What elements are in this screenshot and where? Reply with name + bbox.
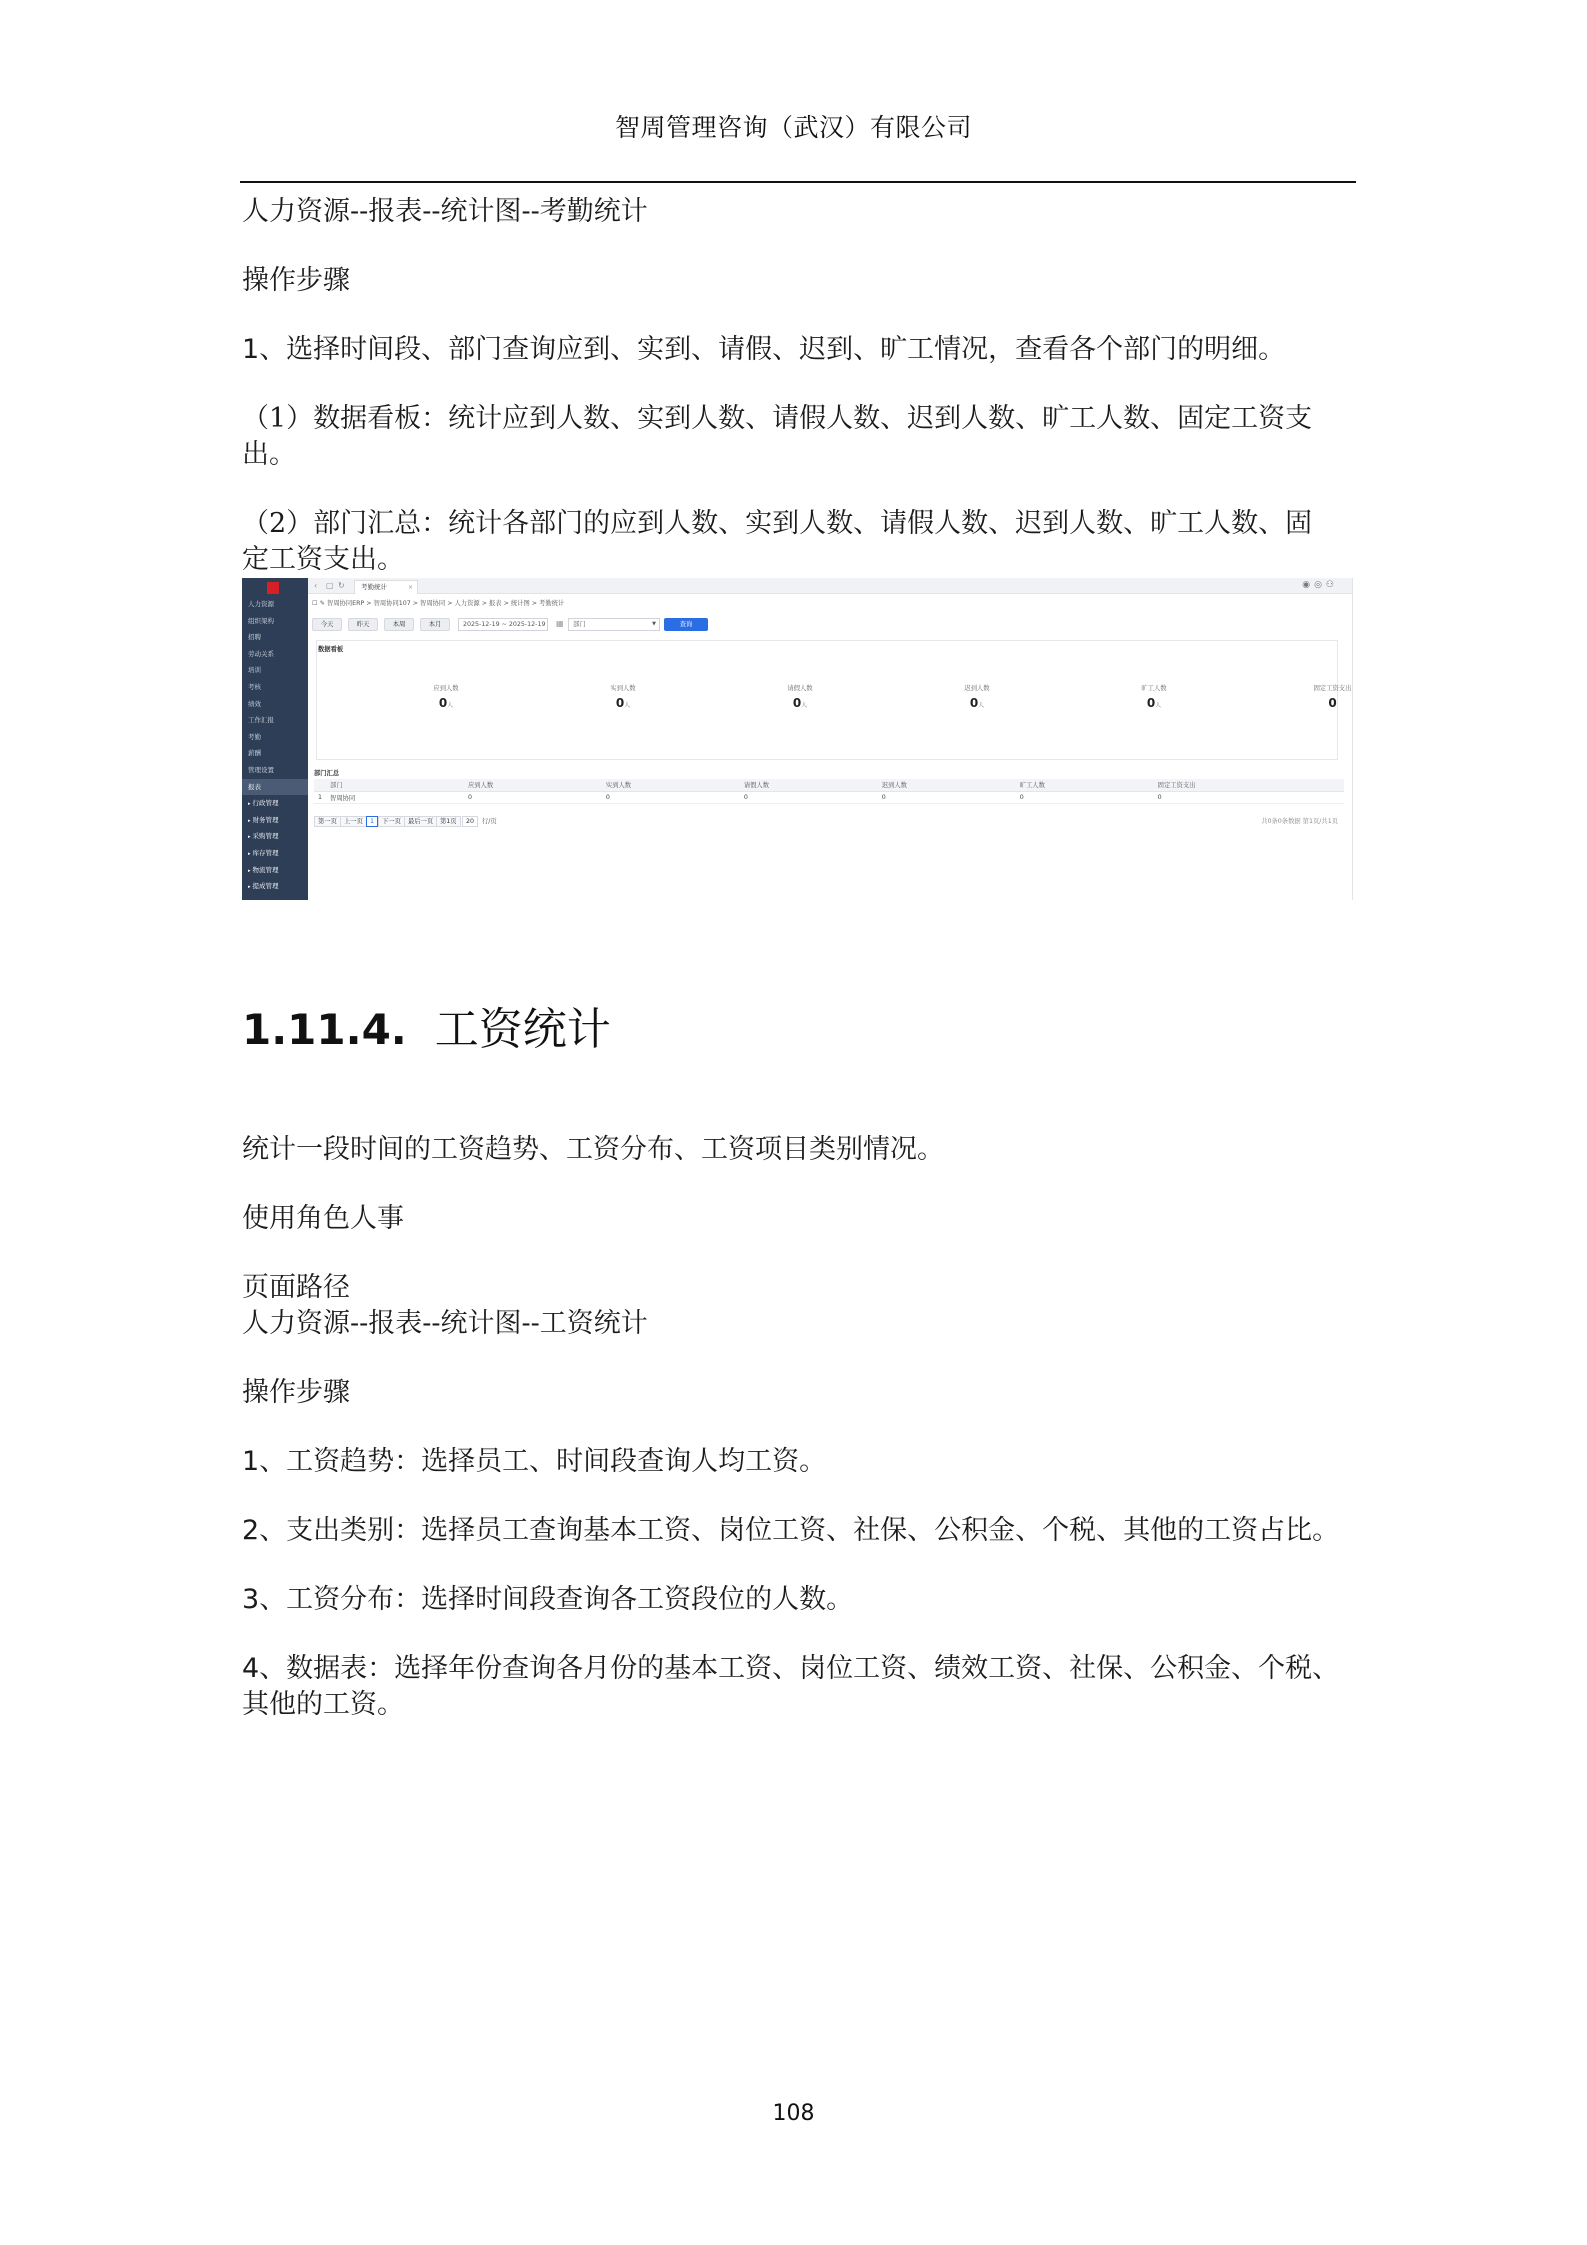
this-month-button[interactable]: 本月 (420, 618, 450, 631)
table-cell: 0 (740, 791, 878, 803)
sidebar-item[interactable]: 薪酬 (248, 749, 261, 758)
refresh-icon[interactable]: ↻ (338, 581, 345, 590)
pagination-info: 共0条0条数据 第1页/共1页 (1261, 818, 1338, 825)
step-text: 、工资分布：选择时间段查询各工资段位的人数。 (259, 1584, 854, 1615)
stat-label: 旷工人数 (1141, 685, 1167, 692)
table-cell: 0 (464, 791, 602, 803)
path-title: 页面路径 (242, 1272, 350, 1303)
step-text: 、数据表：选择年份查询各月份的基本工资、岗位工资、绩效工资、社保、公积金、个税、 (259, 1653, 1340, 1684)
department-select[interactable] (568, 618, 660, 631)
stat-card (740, 683, 860, 714)
data-board-title: 数据看板 (318, 646, 344, 653)
page-select[interactable]: 第1页 (436, 816, 461, 827)
step-text: 、选择时间段、部门查询应到、实到、请假、迟到、旷工情况，查看各个部门的明细。 (259, 334, 1286, 365)
step-number: 1 (242, 334, 260, 365)
sidebar-item[interactable]: ▸ 行政管理 (242, 795, 308, 812)
sidebar-item[interactable]: 考核 (248, 682, 261, 691)
step-text: 、工资趋势：选择员工、时间段查询人均工资。 (259, 1446, 827, 1477)
row-index: 1 (314, 791, 326, 803)
section-heading (242, 1000, 611, 1060)
item-line: 定工资支出。 (242, 544, 404, 575)
sidebar-item[interactable]: ▸ 库存管理 (242, 845, 308, 862)
table-cell: 0 (602, 791, 740, 803)
pin-icon: ☐ ✎ (312, 600, 327, 607)
help-icon[interactable]: ◉ (1302, 580, 1315, 590)
sidebar-item[interactable]: 管理设置 (248, 765, 274, 774)
stat-label: 请假人数 (787, 685, 813, 692)
stat-value: 0 (969, 696, 979, 710)
step-number: 2 (242, 1515, 260, 1546)
attendance-stats-screenshot (242, 578, 1353, 900)
page-number: 108 (772, 2101, 815, 2126)
table-row[interactable] (314, 791, 1344, 803)
table-header-cell[interactable]: 迟到人数 (878, 779, 1016, 791)
app-topbar (308, 578, 1352, 594)
stat-card (386, 683, 506, 714)
item-line: （1）数据看板：统计应到人数、实到人数、请假人数、迟到人数、旷工人数、固定工资支 (242, 403, 1313, 434)
stat-unit: 人 (624, 702, 631, 709)
chevron-down-icon: ▼ (652, 621, 656, 627)
pagination (314, 816, 1344, 828)
step-line: 其他的工资。 (242, 1689, 404, 1720)
department-placeholder: 部门 (573, 621, 586, 628)
calendar-icon: ▦ (556, 619, 564, 628)
filter-toolbar (312, 618, 1342, 632)
section-number: 1.11.4. (242, 1005, 407, 1054)
table-header-index (314, 779, 326, 791)
table-header-cell[interactable]: 旷工人数 (1016, 779, 1154, 791)
close-icon[interactable]: × (407, 584, 413, 591)
stat-label: 实到人数 (610, 685, 636, 692)
step-number: 1 (242, 1446, 260, 1477)
sidebar-item[interactable]: ▸ 采购管理 (242, 828, 308, 845)
stat-card (917, 683, 1037, 714)
table-header-cell[interactable]: 请假人数 (740, 779, 878, 791)
table-cell: 0 (1016, 791, 1154, 803)
step-text: 、支出类别：选择员工查询基本工资、岗位工资、社保、公积金、个税、其他的工资占比。 (259, 1515, 1340, 1546)
table-cell: 0 (878, 791, 1016, 803)
date-range-input[interactable]: 2025-12-19 ~ 2025-12-19 (458, 618, 548, 631)
stat-unit: 人 (801, 702, 808, 709)
page-size-input[interactable]: 20 (462, 816, 478, 827)
item-dept-summary (242, 506, 1362, 578)
query-button[interactable]: 查询 (664, 618, 708, 631)
sidebar-item[interactable]: ▸ 物流管理 (242, 862, 308, 879)
stat-unit: 人 (447, 702, 454, 709)
stat-value: 0 (438, 696, 448, 710)
prev-page-button[interactable]: 上一页 (340, 816, 367, 827)
section-intro: 统计一段时间的工资趋势、工资分布、工资项目类别情况。 (242, 1134, 944, 1165)
stat-card (1273, 683, 1354, 714)
per-page-label: 行/页 (482, 818, 497, 825)
breadcrumb-text: 智周协同ERP > 智周协同107 > 智周协同 > 人力资源 > 报表 > 统计图 > 考勤统计 (326, 600, 565, 607)
section-title: 工资统计 (434, 1004, 611, 1055)
item-line: 出。 (242, 439, 296, 470)
step-3 (242, 1582, 1362, 1618)
stat-value-wrap (1273, 695, 1354, 714)
current-page-button[interactable]: 1 (366, 816, 378, 827)
back-icon[interactable]: ‹ (314, 581, 318, 590)
stat-label: 迟到人数 (964, 685, 990, 692)
table-header-cell[interactable]: 部门 (326, 779, 464, 791)
steps-title: 操作步骤 (242, 1377, 350, 1408)
today-button[interactable]: 今天 (312, 618, 342, 631)
tab-label: 考勤统计 (361, 583, 387, 591)
stat-value-wrap (917, 695, 1037, 714)
sidebar-item[interactable]: 招聘 (248, 633, 261, 642)
topbar-right-icons (1302, 580, 1338, 590)
dept-summary-table (314, 779, 1344, 804)
user-icon[interactable]: ⚇ (1325, 580, 1338, 590)
header-divider (240, 181, 1356, 183)
sidebar-item[interactable]: 考勤 (248, 732, 261, 741)
stat-value-wrap (1094, 695, 1214, 714)
sidebar-item[interactable]: ▸ 财务管理 (242, 812, 308, 829)
table-header-row (314, 779, 1344, 791)
stat-value: 0 (615, 696, 625, 710)
step-number: 4 (242, 1653, 260, 1684)
item-data-board (242, 401, 1362, 473)
steps-title: 操作步骤 (242, 265, 350, 296)
sidebar-menu (242, 596, 308, 895)
user-role: 使用角色人事 (242, 1203, 404, 1234)
stat-card (1094, 683, 1214, 714)
stat-card (563, 683, 683, 714)
breadcrumb (312, 598, 564, 610)
last-page-button[interactable]: 最后一页 (404, 816, 437, 827)
yesterday-button[interactable]: 昨天 (348, 618, 378, 631)
page-path-salary: 人力资源--报表--统计图--工资统计 (242, 1308, 648, 1339)
stat-value: 0 (1146, 696, 1156, 710)
stat-label: 应到人数 (433, 685, 459, 692)
sidebar-item[interactable]: 培训 (248, 666, 261, 675)
sidebar-item[interactable]: 组织架构 (248, 616, 274, 625)
stat-value-wrap (563, 695, 683, 714)
stat-value-wrap (386, 695, 506, 714)
settings-icon[interactable]: ◎ (1314, 580, 1326, 590)
table-header-cell[interactable]: 固定工资支出 (1154, 779, 1344, 791)
step-number: 3 (242, 1584, 260, 1615)
sidebar-item[interactable]: 绩效 (248, 699, 261, 708)
stat-label: 固定工资支出 (1313, 685, 1352, 692)
step-2 (242, 1513, 1362, 1549)
first-page-button[interactable]: 第一页 (314, 816, 341, 827)
sidebar-item[interactable]: 工作汇报 (248, 716, 274, 725)
step-1 (242, 1444, 1362, 1480)
table-cell: 0 (1154, 791, 1344, 803)
step-4 (242, 1651, 1362, 1723)
step-1 (242, 332, 1362, 368)
table-cell: 智周协同 (326, 791, 464, 803)
stat-value: 0 (1328, 696, 1337, 710)
table-header-cell[interactable]: 应到人数 (464, 779, 602, 791)
tab-attendance-stats[interactable] (354, 580, 418, 594)
item-line: （2）部门汇总：统计各部门的应到人数、实到人数、请假人数、迟到人数、旷工人数、固 (242, 508, 1313, 539)
stat-value-wrap (740, 695, 860, 714)
sidebar-item[interactable]: 人力资源 (248, 600, 274, 608)
copy-icon[interactable]: ▢ (326, 581, 334, 590)
page-path-attendance: 人力资源--报表--统计图--考勤统计 (242, 196, 648, 227)
this-week-button[interactable]: 本周 (384, 618, 414, 631)
sidebar-item[interactable]: ▸ 提成管理 (242, 878, 308, 895)
stat-unit: 人 (978, 702, 985, 709)
next-page-button[interactable]: 下一页 (378, 816, 405, 827)
dept-summary-title: 部门汇总 (314, 770, 340, 777)
stat-unit: 人 (1155, 702, 1162, 709)
sidebar-item[interactable]: 劳动关系 (248, 649, 274, 658)
app-logo (267, 582, 279, 594)
step-line (242, 1651, 1362, 1687)
stat-value: 0 (792, 696, 802, 710)
app-sidebar (242, 578, 308, 900)
table-header-cell[interactable]: 实到人数 (602, 779, 740, 791)
page-path-block (242, 1270, 1362, 1342)
sidebar-item[interactable]: 报表 (242, 779, 308, 796)
document-header-title: 智周管理咨询（武汉）有限公司 (614, 113, 972, 142)
